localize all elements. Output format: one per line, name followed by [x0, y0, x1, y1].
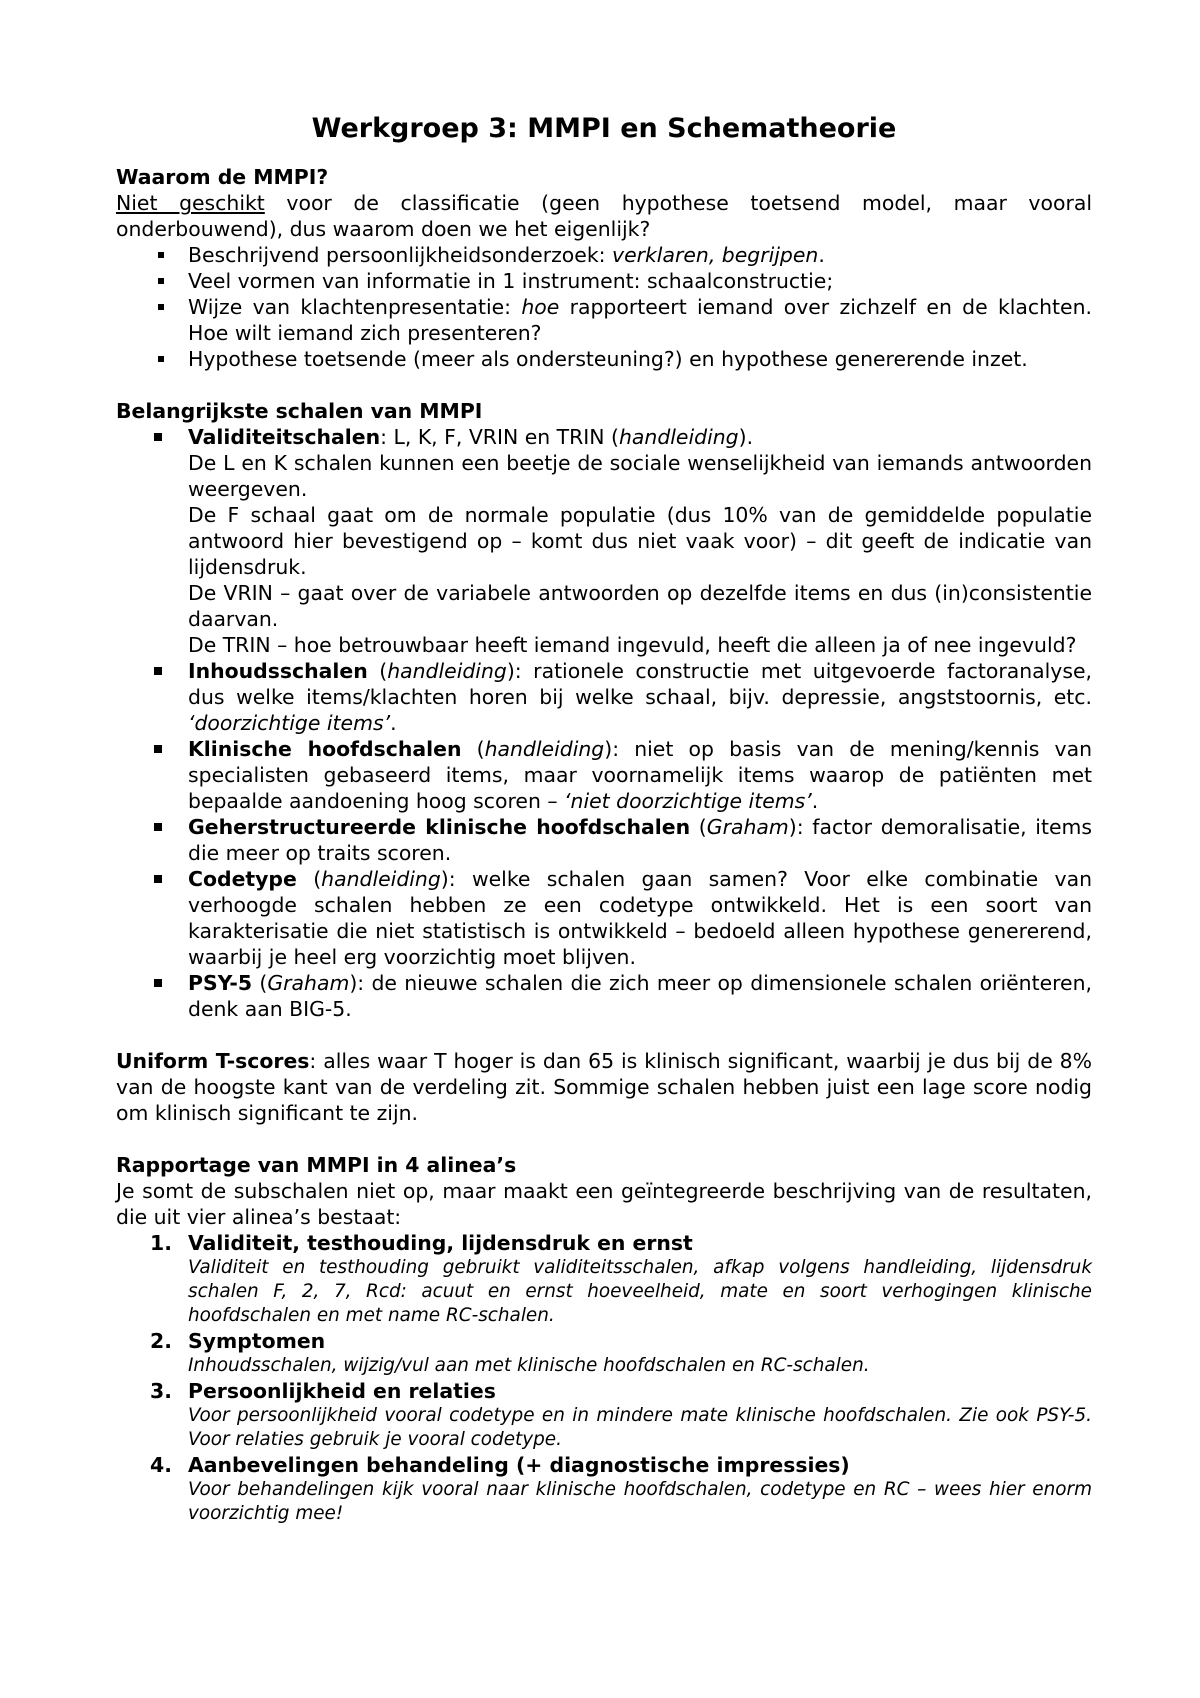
list-item — [116, 1328, 1092, 1378]
section1-intro — [116, 190, 1092, 242]
item-number: 4. — [150, 1453, 172, 1477]
underlined-text: Niet geschikt — [116, 191, 265, 215]
item-number: 2. — [150, 1329, 172, 1353]
emphasis-text: Graham — [706, 815, 789, 839]
section-heading-waarom: Waarom de MMPI? — [116, 165, 329, 189]
t-scores-text: : alles waar T hoger is dan 65 is klinisch significant, waarbij je dus bij de 8% van de hoogste kant van de verdeling zit. Sommige schalen hebben juist een lage score nodig om klinisch significant te zijn. — [116, 1049, 1092, 1125]
list-item-text: Wijze van klachtenpresentatie: — [188, 295, 522, 319]
emphasis-text: handleiding — [321, 867, 441, 891]
item-description: Voor behandelingen kijk vooral naar klinische hoofdschalen, codetype en RC – wees hier enorm voorzichtig mee! — [188, 1479, 1092, 1524]
list-item — [116, 866, 1092, 970]
item-title: Validiteitschalen — [188, 425, 381, 449]
list-item — [116, 1452, 1092, 1526]
item-description: Voor persoonlijkheid vooral codetype en in mindere mate klinische hoofdschalen. Zie ook PSY-5. Voor relaties gebruik je vooral codetype. — [188, 1405, 1092, 1450]
sub-paragraph: De VRIN – gaat over de variabele antwoorden op dezelfde items en dus (in)consistentie daarvan. — [188, 581, 1092, 631]
list-item — [116, 1230, 1092, 1328]
item-text: ). — [738, 425, 754, 449]
item-text: : L, K, F, VRIN en TRIN ( — [380, 425, 619, 449]
item-description: Validiteit en testhouding gebruikt validiteitsschalen, afkap volgens handleiding, lijdensdruk schalen F, 2, 7, Rcd: acuut en ernst hoeveelheid, mate en soort verhogingen klinische hoofdschalen en met name RC-schalen. — [188, 1257, 1092, 1326]
list-item-text: Beschrijvend persoonlijkheidsonderzoek: — [188, 243, 612, 267]
rapportage-list — [116, 1230, 1092, 1526]
list-item — [116, 294, 1092, 346]
document-title: Werkgroep 3: MMPI en Schematheorie — [311, 113, 897, 144]
emphasis-text: handleiding — [484, 737, 605, 761]
t-scores-paragraph — [116, 1048, 1092, 1126]
sub-paragraph: De TRIN – hoe betrouwbaar heeft iemand ingevuld, heeft die alleen ja of nee ingevuld? — [188, 633, 1077, 657]
list-item-text: rapporteert iemand over zichzelf en de klachten. Hoe wilt iemand zich presenteren? — [188, 295, 1093, 345]
item-text: ( — [461, 737, 485, 761]
item-number: 1. — [150, 1231, 172, 1255]
emphasis-text: ‘doorzichtige items’ — [188, 711, 391, 735]
emphasis-text: hoe — [521, 295, 560, 319]
emphasis-text: handleiding — [387, 659, 507, 683]
item-text: ): welke schalen gaan samen? Voor elke combinatie van verhoogde schalen hebben ze een codetype ontwikkeld. Het is een soort van karakterisatie die niet statistisch is ontwikkeld – bedoeld alleen hypothese genererend, waarbij je heel erg voorzichtig moet blijven. — [188, 867, 1093, 969]
item-number: 3. — [150, 1379, 172, 1403]
list-item — [116, 736, 1092, 814]
item-title: Geherstructureerde klinische hoofdschalen — [188, 815, 691, 839]
intro-text: voor de classificatie (geen hypothese toetsend model, maar vooral onderbouwend), dus waarom doen we het eigenlijk? — [116, 191, 1092, 241]
item-title: Codetype — [188, 867, 297, 891]
sub-paragraph: De F schaal gaat om de normale populatie (dus 10% van de gemiddelde populatie antwoord hier bevestigend op – komt dus niet vaak voor) – dit geeft de indicatie van lijdensdruk. — [188, 503, 1092, 579]
document-page — [116, 112, 1092, 1526]
emphasis-text: ‘niet doorzichtige items’ — [564, 789, 812, 813]
item-text: ): rationele constructie met uitgevoerde factoranalyse, dus welke items/klachten horen bij welke schaal, bijv. depressie, angststoornis, etc. — [188, 659, 1092, 709]
item-text: ( — [296, 867, 322, 891]
list-item-text: . — [818, 243, 825, 267]
item-title: Aanbevelingen behandeling (+ diagnostische impressies) — [188, 1453, 850, 1477]
item-text: ): de nieuwe schalen die zich meer op dimensionele schalen oriënteren, denk aan BIG-5. — [188, 971, 1092, 1021]
item-title: Validiteit, testhouding, lijdensdruk en ernst — [188, 1231, 693, 1255]
item-title: PSY-5 — [188, 971, 253, 995]
list-item-text: Veel vormen van informatie in 1 instrument: schaalconstructie; — [188, 269, 834, 293]
item-text: ( — [367, 659, 388, 683]
schalen-list — [116, 424, 1092, 1022]
item-title: Persoonlijkheid en relaties — [188, 1379, 496, 1403]
emphasis-text: handleiding — [618, 425, 739, 449]
section-heading-schalen: Belangrijkste schalen van MMPI — [116, 399, 483, 423]
list-item — [116, 1378, 1092, 1452]
rapportage-intro: Je somt de subschalen niet op, maar maakt een geïntegreerde beschrijving van de resultaten, die uit vier alinea’s bestaat: — [116, 1179, 1092, 1229]
item-text: ( — [690, 815, 707, 839]
item-text: ( — [252, 971, 268, 995]
section1-bullet-list — [116, 242, 1092, 372]
list-item — [116, 970, 1092, 1022]
section-heading-rapportage: Rapportage van MMPI in 4 alinea’s — [116, 1153, 517, 1177]
list-item — [116, 814, 1092, 866]
item-description: Inhoudsschalen, wijzig/vul aan met klinische hoofdschalen en RC-schalen. — [188, 1355, 870, 1376]
item-text: . — [811, 789, 819, 813]
emphasis-text: Graham — [267, 971, 350, 995]
t-scores-title: Uniform T-scores — [116, 1049, 310, 1073]
item-title: Inhoudsschalen — [188, 659, 368, 683]
list-item-text: Hypothese toetsende (meer als ondersteuning?) en hypothese genererende inzet. — [188, 347, 1028, 371]
list-item — [116, 268, 1092, 294]
item-text: ): niet op basis van de mening/kennis van specialisten gebaseerd items, maar voornamelijk items waarop de patiënten met bepaalde aandoening hoog scoren – — [188, 737, 1092, 813]
sub-paragraph: De L en K schalen kunnen een beetje de sociale wenselijkheid van iemands antwoorden weergeven. — [188, 451, 1092, 501]
item-text: . — [390, 711, 397, 735]
item-text: ): factor demoralisatie, items die meer op traits scoren. — [188, 815, 1093, 865]
list-item — [116, 424, 1092, 658]
list-item — [116, 346, 1092, 372]
list-item — [116, 658, 1092, 736]
item-title: Symptomen — [188, 1329, 326, 1353]
emphasis-text: verklaren, begrijpen — [612, 243, 819, 267]
item-title: Klinische hoofdschalen — [188, 737, 462, 761]
list-item — [116, 242, 1092, 268]
